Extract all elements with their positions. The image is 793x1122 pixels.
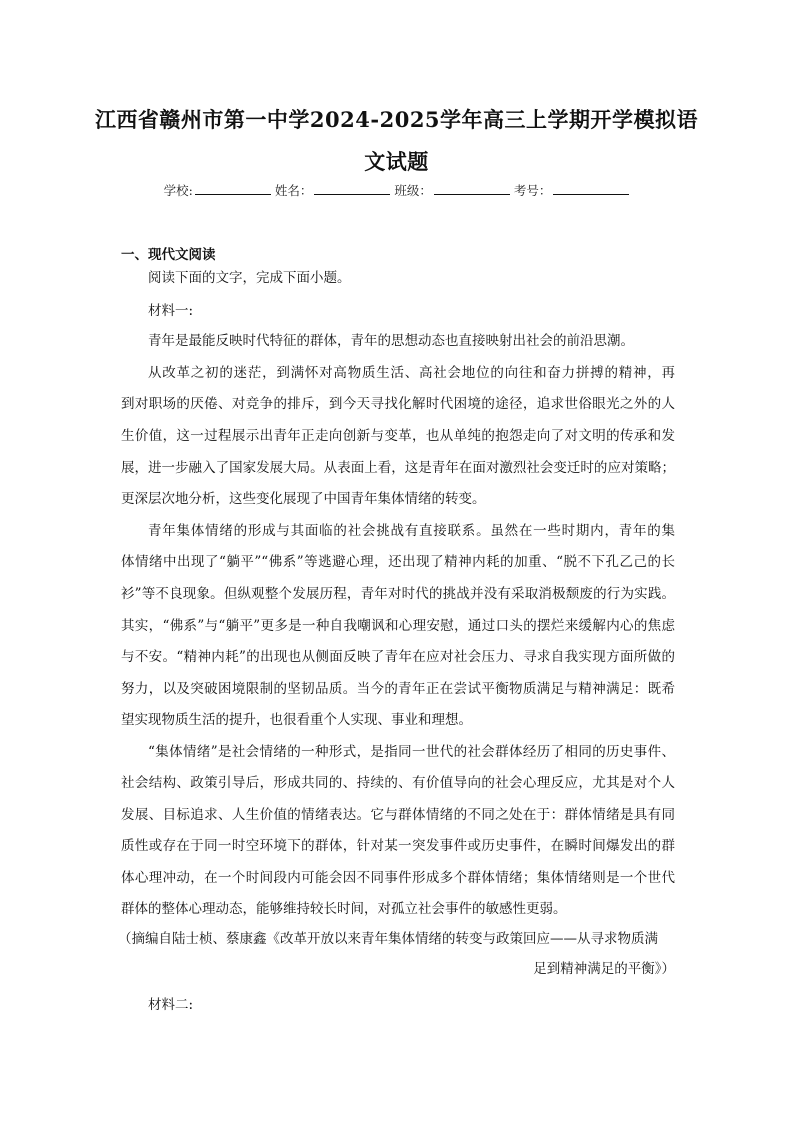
paragraph-4-line: 社会结构、政策引导后，形成共同的、持续的、有价值导向的社会心理反应，尤其是对个人 bbox=[121, 775, 675, 791]
paragraph-3-line: 望实现物质生活的提升，也很看重个人实现、事业和理想。 bbox=[121, 712, 472, 728]
material-1-label: 材料一: bbox=[148, 303, 194, 319]
paragraph-2-line: 展，进一步融入了国家发展大局。从表面上看，这是青年在面对激烈社会变迁时的应对策略； bbox=[121, 460, 675, 476]
name-blank bbox=[314, 182, 390, 195]
paragraph-2-line: 从改革之初的迷茫，到满怀对高物质生活、高社会地位的向往和奋力拼搏的精神，再 bbox=[148, 365, 675, 381]
citation-line: （摘编自陆士桢、蔡康鑫《改革开放以来青年集体情绪的转变与政策回应——从寻求物质满 bbox=[118, 931, 658, 947]
student-info-row bbox=[0, 181, 793, 199]
name-label: 姓名： bbox=[274, 183, 313, 198]
school-field bbox=[164, 181, 271, 199]
number-blank bbox=[553, 182, 629, 195]
number-label: 考号： bbox=[513, 183, 552, 198]
paragraph-2-line: 到对职场的厌倦、对竞争的排斥，到今天寻找化解时代困境的途径，追求世俗眼光之外的人 bbox=[121, 396, 675, 412]
class-label: 班级： bbox=[394, 183, 432, 198]
paragraph-3-line: 衫”等不良现象。但纵观整个发展历程，青年对时代的挑战并没有采取消极颓废的行为实践。 bbox=[121, 586, 675, 602]
paragraph-1: 青年是最能反映时代特征的群体，青年的思想动态也直接映射出社会的前沿思潮。 bbox=[148, 333, 634, 349]
class-field bbox=[394, 181, 510, 199]
paragraph-4-line: 质性或存在于同一时空环境下的群体，针对某一突发事件或历史事件，在瞬时间爆发出的群 bbox=[121, 838, 675, 854]
section-heading: 一、现代文阅读 bbox=[121, 247, 216, 263]
paragraph-4-line: 群体的整体心理动态，能够维持较长时间，对孤立社会事件的敏感性更弱。 bbox=[121, 901, 567, 917]
citation-line: 足到精神满足的平衡》） bbox=[533, 961, 675, 977]
school-label: 学校: bbox=[163, 183, 193, 198]
number-field bbox=[514, 181, 630, 199]
paragraph-3-line: 努力，以及突破困境限制的坚韧品质。当今的青年正在尝试平衡物质满足与精神满足：既希 bbox=[121, 681, 675, 697]
paragraph-4-line: “集体情绪”是社会情绪的一种形式，是指同一世代的社会群体经历了相同的历史事件、 bbox=[148, 744, 675, 760]
paragraph-2-line: 生价值，这一过程展示出青年正走向创新与变革，也从单纯的抱怨走向了对文明的传承和发 bbox=[121, 428, 675, 444]
exam-title-line-1: 江西省赣州市第一中学2024-2025学年高三上学期开学模拟语 bbox=[94, 107, 699, 132]
paragraph-3-line: 其实，“佛系”与“躺平”更多是一种自我嘲讽和心理安慰，通过口头的摆烂来缓解内心的焦虑 bbox=[121, 618, 675, 634]
paragraph-4-line: 发展、目标追求、人生价值的情绪表达。它与群体情绪的不同之处在于：群体情绪是具有同 bbox=[121, 807, 675, 823]
paragraph-3-line: 与不安。“精神内耗”的出现也从侧面反映了青年在应对社会压力、寻求自我实现方面所做的 bbox=[121, 649, 675, 665]
school-blank bbox=[195, 182, 271, 195]
class-blank bbox=[434, 182, 510, 195]
paragraph-4-line: 体心理冲动，在一个时间段内可能会因不同事件形成多个群体情绪；集体情绪则是一个世代 bbox=[121, 870, 675, 886]
paragraph-3-line: 青年集体情绪的形成与其面临的社会挑战有直接联系。虽然在一些时期内，青年的集 bbox=[148, 523, 675, 539]
name-field bbox=[275, 181, 391, 199]
material-2-label: 材料二: bbox=[148, 997, 194, 1013]
exam-title-line-2: 文试题 bbox=[364, 149, 429, 174]
paragraph-2-line: 更深层次地分析，这些变化展现了中国青年集体情绪的转变。 bbox=[121, 491, 486, 507]
paragraph-3-line: 体情绪中出现了“躺平”“佛系”等逃避心理，还出现了精神内耗的加重、“脱不下孔乙己的长 bbox=[121, 554, 675, 570]
instruction-text: 阅读下面的文字，完成下面小题。 bbox=[148, 270, 351, 286]
